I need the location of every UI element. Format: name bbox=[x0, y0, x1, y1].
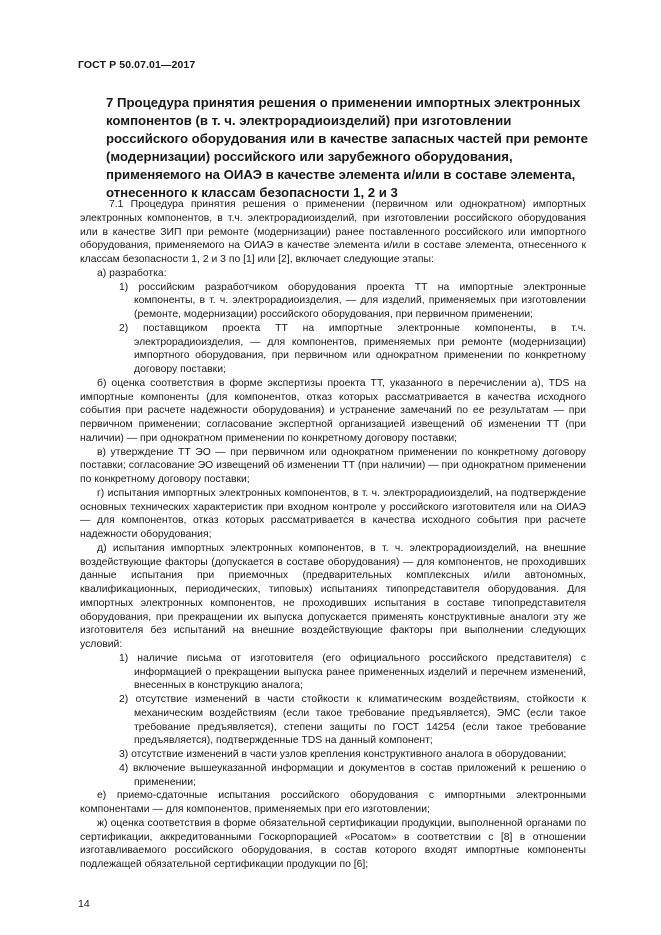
list-item-a: а) разработка: bbox=[97, 267, 167, 279]
list-item-d2: 2) отсутствие изменений в части стойкости к климатическим воздействиям, стойкости к механическим воздействиям (если такое требование предъявляется), ЭМС (если такое требование предъявляется), степени защиты по ГОСТ 14254 (если такое требование предъявляется), подтвержденные TDS на данный компонент; bbox=[119, 694, 586, 747]
paragraph-7-1: 7.1 Процедура принятия решения о применении (первичном или однократном) импортных электронных компонентов, в т.ч. электрорадиоизделий, при изготовлении российского оборудования или в качестве ЗИП при ремонте (модернизации) ранее поставленного российского или импортного оборудования, применяемого на ОИАЭ в качестве элемента и/или в составе элемента, отнесенного к классам безопасности 1, 2 и 3 по [1] или [2], включает следующие этапы: bbox=[80, 199, 586, 265]
section-title: 7 Процедура принятия решения о применении импортных электронных компонентов (в т. ч. электрорадиоизделий) при изготовлении российского оборудования или в качестве запасных частей при ремонте (модернизации) российского или зарубежного оборудования, применяемого на ОИАЭ в качестве элемента и/или в составе элемента, отнесенного к классам безопасности 1, 2 и 3 bbox=[106, 95, 588, 200]
list-item-d3: 3) отсутствие изменений в части узлов крепления конструктивного аналога в оборудовании; bbox=[119, 749, 567, 760]
page-number: 14 bbox=[78, 898, 90, 910]
list-item-d1: 1) наличие письма от изготовителя (его официального российского представителя) с информацией о прекращении выпуска ранее примененных изделий и перечнем изменений, внесенных в конструкцию аналога; bbox=[119, 652, 586, 692]
document-header: ГОСТ Р 50.07.01—2017 bbox=[78, 59, 196, 71]
list-item-g: г) испытания импортных электронных компонентов, в т. ч. электрорадиоизделий, на подтверждение основных технических характеристик при входном контроле у российского изготовителя или на ОИАЭ — для компонентов, отказ которых рассматривается в качества исходного события при расчете надежности оборудования; bbox=[80, 487, 586, 540]
list-item-e: е) приемо-сдаточные испытания российского оборудования с импортными электронными компонентами — для компонентов, применяемых при его изготовлении; bbox=[80, 790, 586, 815]
document-body bbox=[80, 198, 586, 872]
list-item-d4: 4) включение вышеуказанной информации и документов в состав приложений к решению о применении; bbox=[119, 762, 586, 788]
list-item-b: б) оценка соответствия в форме экспертизы проекта ТТ, указанного в перечислении а), TDS на импортные компоненты (для компонентов, отказ которых рассматривается в качества исходного события при расчете надежности оборудования) и устранение замечаний по ее результатам — при первичном применении; согласование экспертной организацией извещений об изменении ТТ (при наличии) — при однократном применении по конкретному договору поставки; bbox=[80, 377, 586, 444]
list-item-v: в) утверждение ТТ ЭО — при первичном или однократном применении по конкретному договору поставки; согласование ЭО извещений об изменении ТТ (при наличии) — при однократном применении по конкретному договору поставки; bbox=[80, 446, 586, 485]
list-item-zh: ж) оценка соответствия в форме обязательной сертификации продукции, выполненной органами по сертификации, аккредитованными Госкорпорацией «Росатом» в соответствии с [8] в отношении изготавливаемого российского оборудования, в состав которого входят импортные компоненты подлежащей обязательной сертификации продукции по [6]; bbox=[80, 817, 586, 870]
list-item-d: д) испытания импортных электронных компонентов, в т. ч. электрорадиоизделий, на внешние воздействующие факторы (допускается в составе оборудования) — для компонентов, не проходивших данные испытания при приемочных (предварительных комплексных и/или автономных, квалификационных, периодических, типовых) испытаниях типопредставителя оборудования. Для импортных электронных компонентов, не проходивших испытания в составе типопредставителя оборудования, при прекращении их выпуска допускается применять конструктивные аналоги эту же изготовителя без испытаний на внешние воздействующие факторы при выполнении следующих условий: bbox=[80, 542, 586, 650]
list-item-a1: 1) российским разработчиком оборудования проекта ТТ на импортные электронные компоненты, в т. ч. электрорадиоизделия, — для изделий, применяемых при изготовлении (ремонте, модернизации) российского оборудования, при первичном применении; bbox=[119, 281, 586, 320]
list-item-a2: 2) поставщиком проекта ТТ на импортные электронные компоненты, в т.ч. электрорадиоизделия, — для компонентов, применяемых при ремонте (модернизации) импортного оборудования, при первичном или однократном применении по конкретному договору поставки; bbox=[119, 322, 586, 375]
